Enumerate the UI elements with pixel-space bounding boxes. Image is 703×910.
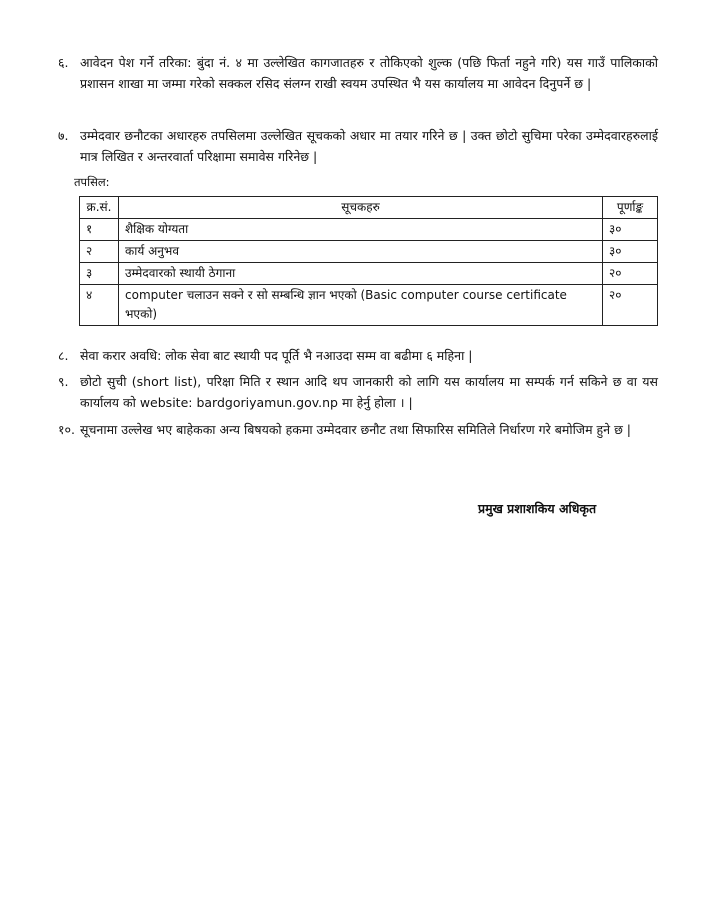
row-marks: ३० xyxy=(603,219,658,241)
header-indicator: सूचकहरु xyxy=(119,197,603,219)
clause-10 xyxy=(58,419,658,440)
clause-text: आवेदन पेश गर्ने तरिका: बुंदा नं. ४ मा उल्लेखित कागजातहरु र तोकिएको शुल्क (पछि फिर्ता नहुने गरि) यस गाउँ पालिकाको प्रशासन शाखा मा जम्मा गरेको सक्कल रसिद संलग्न राखी स्वयम उपस्थित भै यस कार्यालय मा आवेदन दिनुपर्ने छ | xyxy=(80,55,658,91)
row-marks: २० xyxy=(603,285,658,326)
clause-8 xyxy=(58,345,658,366)
row-marks: ३० xyxy=(603,241,658,263)
table-row xyxy=(80,263,658,285)
row-indicator: computer चलाउन सक्ने र सो सम्बन्धि ज्ञान भएको (Basic computer course certificate भएको) xyxy=(119,285,603,326)
table-row xyxy=(80,285,658,326)
clause-text: उम्मेदवार छनौटका अधारहरु तपसिलमा उल्लेखित सूचकको अधार मा तयार गरिने छ | उक्त छोटो सुचिमा परेका उम्मेदवारहरुलाई मात्र लिखित र अन्तरवार्ता परिक्षामा समावेस गरिनेछ | xyxy=(80,128,658,164)
clause-9 xyxy=(58,371,658,413)
table-note: तपसिल: xyxy=(74,175,110,189)
row-indicator: उम्मेदवारको स्थायी ठेगाना xyxy=(119,263,603,285)
row-indicator: कार्य अनुभव xyxy=(119,241,603,263)
clause-number: ८. xyxy=(58,348,69,363)
clause-text: सेवा करार अवधि: लोक सेवा बाट स्थायी पद पूर्ति भै नआउदा सम्म वा बढीमा ६ महिना | xyxy=(80,348,473,363)
row-marks: २० xyxy=(603,263,658,285)
signature-title: प्रमुख प्रशाशकिय अधिकृत xyxy=(478,501,597,516)
row-serial: ३ xyxy=(80,263,119,285)
row-serial: ४ xyxy=(80,285,119,326)
clause-text: सूचनामा उल्लेख भए बाहेकका अन्य बिषयको हकमा उम्मेदवार छनौट तथा सिफारिस समितिले निर्धारण गरे बमोजिम हुने छ | xyxy=(80,422,632,437)
table-row xyxy=(80,219,658,241)
clause-6 xyxy=(58,52,658,94)
table-header-row xyxy=(80,197,658,219)
clause-number: १०. xyxy=(58,422,75,437)
header-full-marks: पूर्णाङ्क xyxy=(603,197,658,219)
header-serial: क्र.सं. xyxy=(80,197,119,219)
clause-number: ६. xyxy=(58,55,69,70)
table-row xyxy=(80,241,658,263)
clause-number: ७. xyxy=(58,128,69,143)
row-serial: १ xyxy=(80,219,119,241)
row-serial: २ xyxy=(80,241,119,263)
clause-text: छोटो सुची (short list), परिक्षा मिति र स्थान आदि थप जानकारी को लागि यस कार्यालय मा सम्पर्क गर्न सकिने छ वा यस कार्यालय को website: bardgoriyamun.gov.np मा हेर्नु होला । | xyxy=(80,374,658,410)
clause-number: ९. xyxy=(58,374,69,389)
criteria-table xyxy=(79,196,658,326)
row-indicator: शैक्षिक योग्यता xyxy=(119,219,603,241)
clause-7 xyxy=(58,125,658,167)
